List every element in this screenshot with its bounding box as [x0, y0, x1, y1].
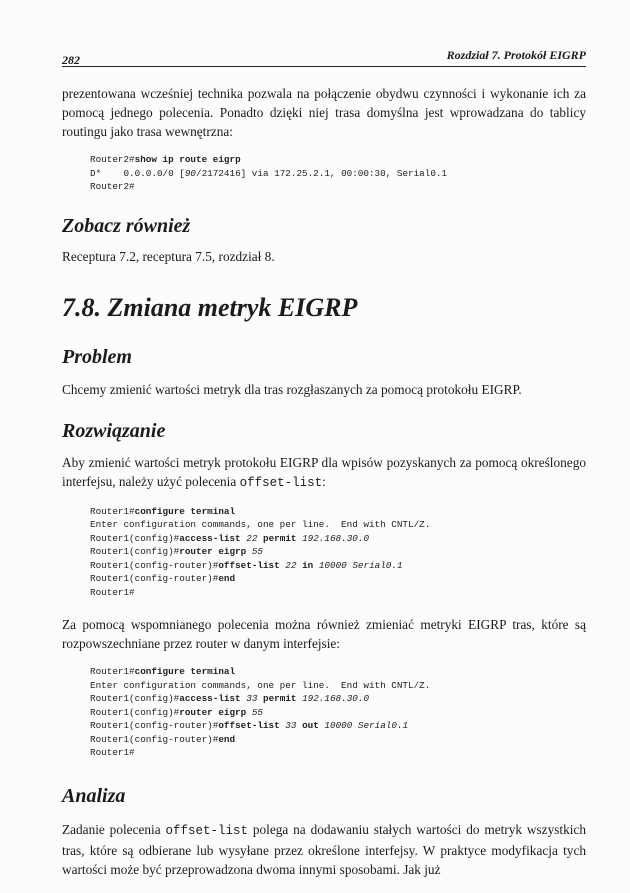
- analysis-text: Zadanie polecenia: [62, 821, 166, 837]
- header-rule: [62, 66, 586, 67]
- solution-paragraph-2: Za pomocą wspomnianego polecenia można również zmieniać metryki EIGRP tras, które są rozpowszechniane przez router w danym interfejsie:: [62, 617, 586, 651]
- code-command: offset-list: [218, 559, 280, 571]
- code-prompt: Router1#: [90, 586, 135, 598]
- code-output: Enter configuration commands, one per line. End with CNTL/Z.: [90, 519, 431, 530]
- code-prompt: Router1#: [90, 505, 135, 517]
- code-command: show ip route eigrp: [134, 154, 241, 165]
- inline-code: offset-list: [239, 475, 323, 490]
- code-command: configure terminal: [134, 505, 236, 517]
- see-also-heading: Zobacz również: [62, 214, 191, 237]
- code-arg: Serial0.1: [352, 559, 403, 571]
- code-command: end: [218, 573, 236, 584]
- code-output: Enter configuration commands, one per line. End with CNTL/Z.: [90, 679, 431, 691]
- problem-text: Chcemy zmienić wartości metryk dla tras rozgłaszanych za pomocą protokołu EIGRP.: [62, 381, 522, 397]
- code-prompt: Router1(config)#: [90, 693, 180, 704]
- code-command: router eigrp: [179, 706, 247, 718]
- code-output: D* 0.0.0.0/0 [: [90, 167, 185, 179]
- code-keyword: permit: [263, 532, 297, 544]
- code-prompt: Router2#: [90, 181, 135, 192]
- code-command: offset-list: [218, 720, 280, 731]
- code-block-show-route: [90, 153, 586, 194]
- page-number: 282: [62, 53, 80, 67]
- code-command: access-list: [179, 693, 241, 704]
- intro-paragraph: prezentowana wcześniej technika pozwala na połączenie obydwu czynności i wykonanie ich za pomocą jednego polecenia. Ponadto dzięki niej trasa domyślna jest wprowadzana do tablicy routingu jako trasa wewnętrzna:: [62, 86, 586, 139]
- code-prompt: Router1#: [90, 666, 135, 677]
- analysis-heading: Analiza: [62, 784, 126, 807]
- code-prompt: Router1(config-router)#: [90, 733, 219, 745]
- code-arg: 22: [285, 559, 297, 571]
- code-prompt: Router1(config-router)#: [90, 559, 219, 571]
- running-head: Rozdział 7. Protokół EIGRP: [446, 48, 586, 62]
- code-command: configure terminal: [134, 666, 236, 677]
- code-block-offset-in: [90, 505, 586, 600]
- solution-text-end: :: [322, 473, 326, 489]
- code-arg: 33: [246, 693, 258, 704]
- code-keyword: in: [302, 559, 314, 571]
- code-arg: 192.168.30.0: [302, 532, 370, 544]
- solution-paragraph: [62, 453, 586, 493]
- code-arg: 55: [251, 706, 263, 718]
- solution-heading: Rozwiązanie: [62, 419, 166, 442]
- code-arg: 10000: [324, 720, 353, 731]
- code-prompt: Router1(config-router)#: [90, 573, 219, 584]
- code-arg: 33: [285, 720, 297, 731]
- code-metric: 90: [184, 167, 197, 179]
- solution-text: Aby zmienić wartości metryk protokołu EIGRP dla wpisów pozyskanych za pomocą określonego interfejsu, należy użyć polecenia: [62, 454, 586, 489]
- code-prompt: Router1(config-router)#: [90, 720, 219, 731]
- code-command: end: [218, 733, 236, 745]
- inline-code: offset-list: [165, 823, 248, 838]
- code-arg: Serial0.1: [357, 720, 409, 731]
- code-prompt: Router1#: [90, 747, 135, 758]
- code-command: router eigrp: [179, 546, 247, 557]
- code-command: access-list: [179, 532, 241, 544]
- code-output: /2172416] via 172.25.2.1, 00:00:30, Serial0.1: [196, 167, 448, 179]
- code-arg: 55: [251, 546, 263, 557]
- code-prompt: Router2#: [90, 154, 135, 165]
- code-keyword: out: [302, 720, 319, 731]
- code-block-offset-out: [90, 665, 586, 760]
- code-prompt: Router1(config)#: [90, 532, 180, 544]
- page-body: [62, 84, 586, 879]
- code-prompt: Router1(config)#: [90, 546, 180, 557]
- analysis-text-end: polega na dodawaniu stałych wartości do metryk wszystkich tras, które są odbierane lub wysyłane przez określone interfejsy. W praktyce modyfikacja tych wartości może być przeprowadzona dwoma innymi sposobami. Jak już: [62, 821, 586, 877]
- code-arg: 10000: [318, 559, 347, 571]
- code-prompt: Router1(config)#: [90, 706, 180, 718]
- problem-heading: Problem: [62, 345, 132, 368]
- code-arg: 192.168.30.0: [302, 693, 370, 704]
- see-also-text: Receptura 7.2, receptura 7.5, rozdział 8.: [62, 248, 275, 264]
- section-title: 7.8. Zmiana metryk EIGRP: [62, 292, 358, 322]
- analysis-paragraph: [62, 820, 586, 879]
- code-arg: 22: [246, 532, 258, 544]
- code-keyword: permit: [263, 693, 297, 704]
